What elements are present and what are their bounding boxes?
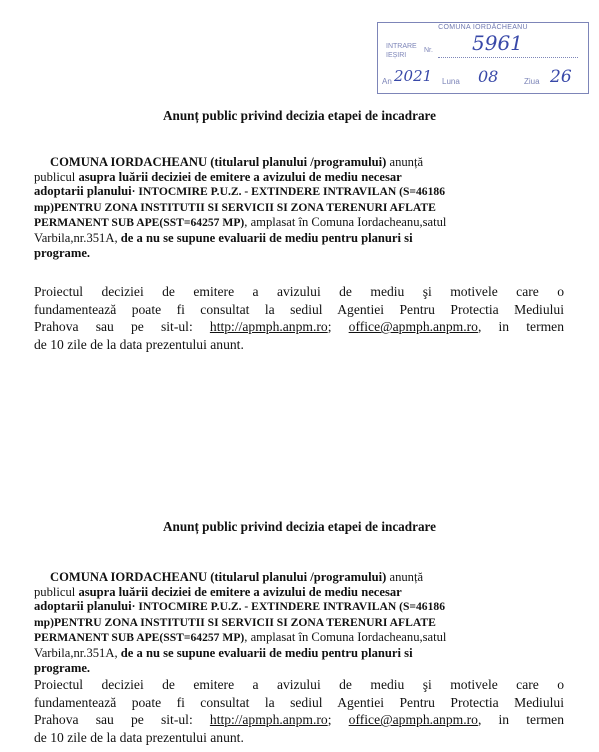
stamp-month: 08: [478, 67, 499, 86]
stamp-iesiri-label: IEȘIRI: [386, 52, 407, 59]
notice-1-paragraph-1: COMUNA IORDACHEANU (titularul planului /programului) anunță publicul asupra luării deciziei de emitere a avizului de mediu necesar adoptarii planului· INTOCMIRE P.U.Z. - EXTINDERE INTRAVILAN (S=46186 mp)PENTRU ZONA INSTITUTII SI SERVICII SI ZONA TERENURI AFLATE PERMANENT SUB APE(SST=64257 MP), amplasat în Comuna Iordacheanu,satul Varbila,nr.351A, de a nu se supune evaluarii de mediu pentru planuri si programe.: [34, 155, 447, 260]
stamp-day: 26: [550, 67, 572, 87]
stamp-nr-label: Nr.: [424, 47, 433, 54]
notice-2-email-link[interactable]: office@apmph.anpm.ro: [348, 712, 478, 728]
notice-2-title: Anunț public privind decizia etapei de incadrare: [162, 519, 437, 534]
stamp-number: 5961: [472, 31, 523, 55]
notice-1-titular: COMUNA IORDACHEANU (titularul planului /programului): [50, 155, 387, 169]
notice-2-website-link[interactable]: http://apmph.anpm.ro: [209, 712, 328, 728]
stamp-an-label: An: [382, 77, 392, 86]
stamp-organization: COMUNA IORDĂCHEANU: [438, 24, 528, 31]
stamp-year: 2021: [394, 67, 433, 85]
notice-2-paragraph-1: COMUNA IORDACHEANU (titularul planului /programului) anunță publicul asupra luării deciziei de emitere a avizului de mediu necesar adoptarii planului· INTOCMIRE P.U.Z. - EXTINDERE INTRAVILAN (S=46186 mp)PENTRU ZONA INSTITUTII SI SERVICII SI ZONA TERENURI AFLATE PERMANENT SUB APE(SST=64257 MP), amplasat în Comuna Iordacheanu,satul Varbila,nr.351A, de a nu se supune evaluarii de mediu pentru planuri si programe.: [34, 570, 447, 675]
registration-stamp: [377, 22, 589, 94]
notice-1-email-link[interactable]: office@apmph.anpm.ro: [348, 319, 478, 335]
notice-1-website-link[interactable]: http://apmph.anpm.ro: [209, 319, 328, 335]
stamp-nr-line: [438, 57, 578, 58]
notice-1-paragraph-2: Proiectul deciziei de emitere a avizului de mediu şi motivele care o fundamentează poate fi consultat la sediul Agentiei Pentru Protectia Mediului Prahova sau pe sit-ul: http://apmph.anpm.ro; office@apmph.anpm.ro, in termen de 10 zile de la data prezentului anunt.: [34, 284, 564, 352]
notice-2-paragraph-2: Proiectul deciziei de emitere a avizului de mediu şi motivele care o fundamentează poate fi consultat la sediul Agentiei Pentru Protectia Mediului Prahova sau pe sit-ul: http://apmph.anpm.ro; office@apmph.anpm.ro, in termen de 10 zile de la data prezentului anunt.: [34, 677, 564, 745]
stamp-intrari-label: INTRARE: [386, 43, 417, 50]
stamp-luna-label: Luna: [442, 77, 460, 86]
notice-1-title: Anunț public privind decizia etapei de incadrare: [162, 108, 437, 123]
stamp-ziua-label: Ziua: [524, 77, 540, 86]
notice-2-titular: COMUNA IORDACHEANU (titularul planului /programului): [50, 570, 387, 584]
